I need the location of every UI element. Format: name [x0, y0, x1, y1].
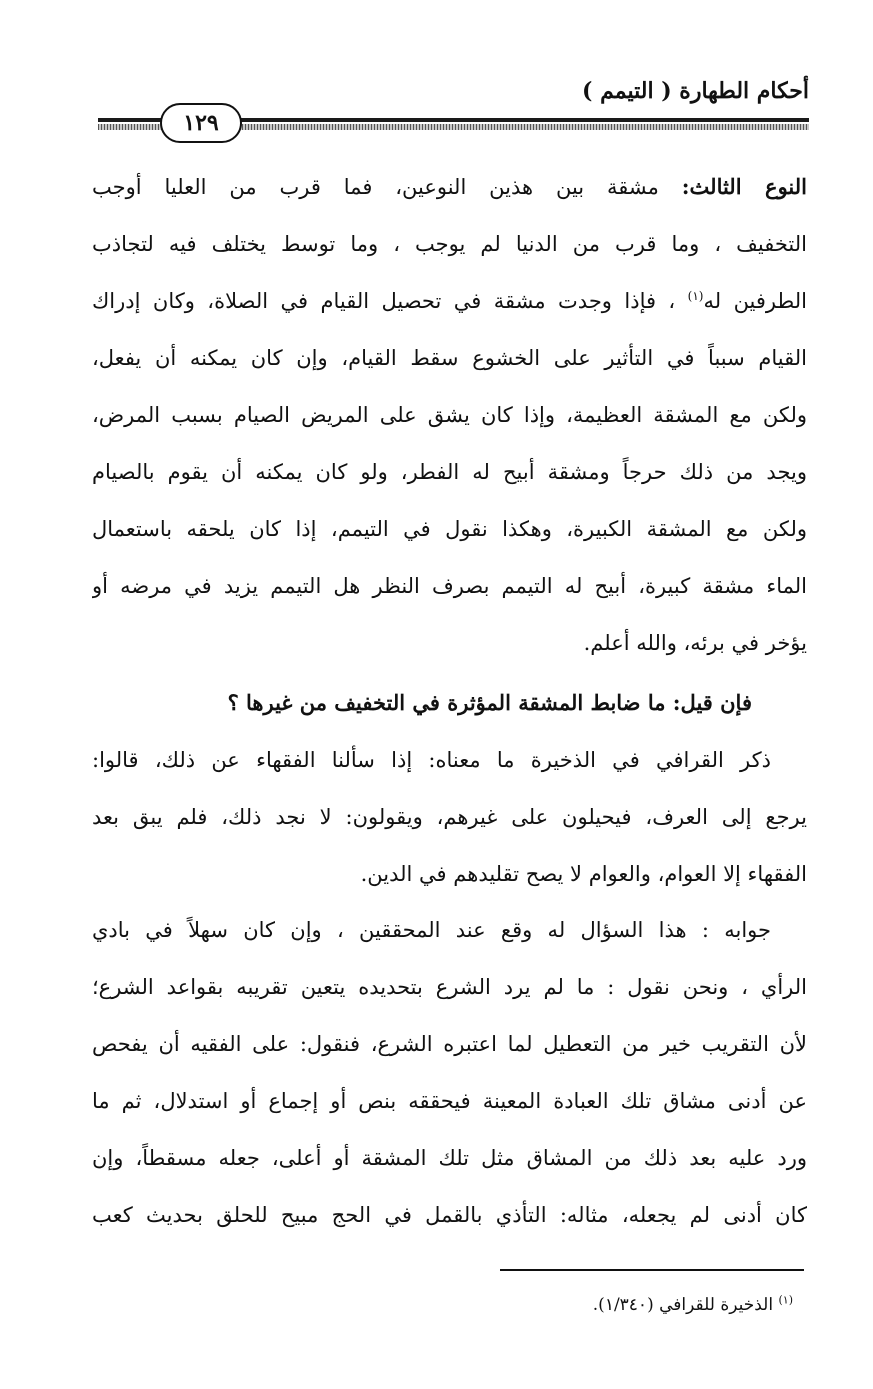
paragraph-line — [92, 859, 807, 889]
paragraph-line-text: الطرفين له — [703, 289, 807, 313]
footnote-text: الذخيرة للقرافي (١/٣٤٠). — [592, 1295, 774, 1315]
paragraph-line-text: لأن التقريب خير من التعطيل لما اعتبره الشرع، فنقول: على الفقيه أن يفحص — [92, 1032, 807, 1056]
paragraph-line-text: عن أدنى مشاق تلك العبادة المعينة فيحققه بنص أو إجماع أو استدلال، ثم ما — [92, 1089, 807, 1113]
paragraph-line-text: ولكن مع المشقة العظيمة، وإذا كان يشق على المريض الصيام بسبب المرض، — [92, 403, 807, 427]
paragraph-line — [92, 571, 807, 601]
paragraph-line — [92, 972, 807, 1002]
footnote-reference[interactable]: (١) — [687, 289, 704, 303]
paragraph-line — [92, 628, 807, 658]
paragraph-line-text: التخفيف ، وما قرب من الدنيا لم يوجب ، وما توسط يختلف فيه لتجاذب — [92, 232, 807, 256]
paragraph-line — [92, 400, 807, 430]
paragraph-line — [92, 457, 807, 487]
paragraph-lead: النوع الثالث: — [681, 174, 807, 199]
paragraph-line-text: يرجع إلى العرف، فيحيلون على غيرهم، ويقولون: لا نجد ذلك، فلم يبق بعد — [92, 805, 807, 829]
footnote-rule — [500, 1269, 804, 1271]
paragraph-line-text: كان أدنى لم يجعله، مثاله: التأذي بالقمل في الحج مبيح للحلق بحديث كعب — [92, 1203, 807, 1227]
paragraph-line — [92, 1200, 807, 1230]
paragraph-1 — [92, 172, 807, 672]
paragraph-line-text: ولكن مع المشقة الكبيرة، وهكذا نقول في التيمم، إذا كان يلحقه باستعمال — [92, 517, 807, 541]
paragraph-line — [92, 1029, 807, 1059]
paragraph-line — [92, 286, 807, 316]
paragraph-line-text: القيام سبباً في التأثير على الخشوع سقط القيام، وإن كان يمكنه أن يفعل، — [92, 346, 807, 370]
page-number: ١٢٩ — [160, 103, 242, 143]
paragraph-line-text: ذكر القرافي في الذخيرة ما معناه: إذا سألنا الفقهاء عن ذلك، قالوا: — [92, 748, 771, 772]
paragraph-line — [92, 802, 807, 832]
paragraph-line — [92, 172, 807, 202]
running-title: أحكام الطهارة ( التيمم ) — [582, 78, 809, 104]
footnote-marker: (١) — [778, 1293, 793, 1307]
paragraph-line-text: مشقة بين هذين النوعين، فما قرب من العليا أوجب — [92, 175, 659, 199]
paragraph-line-text: يؤخر في برئه، والله أعلم. — [583, 631, 807, 655]
paragraph-line — [92, 1143, 807, 1173]
paragraph-line — [92, 514, 807, 544]
paragraph-line-text: الرأي ، ونحن نقول : ما لم يرد الشرع بتحديده يتعين تقريبه بقواعد الشرع؛ — [92, 975, 807, 999]
paragraph-2 — [92, 745, 807, 895]
paragraph-line-text: جوابه : هذا السؤال له وقع عند المحققين ، وإن كان سهلاً في بادي — [92, 918, 771, 942]
paragraph-line-text: الفقهاء إلا العوام، والعوام لا يصح تقليدهم في الدين. — [360, 862, 807, 886]
paragraph-line — [92, 745, 807, 775]
paragraph-line — [92, 1086, 807, 1116]
paragraph-line-text: ويجد من ذلك حرجاً ومشقة أبيح له الفطر، ولو كان يمكنه أن يقوم بالصيام — [92, 460, 807, 484]
paragraph-line-text: ورد عليه بعد ذلك من المشاق مثل تلك المشقة أو أعلى، جعله مسقطاً، وإن — [92, 1146, 807, 1170]
footnote — [593, 1292, 793, 1318]
paragraph-line — [92, 229, 807, 259]
paragraph-line — [92, 915, 807, 945]
paragraph-line — [92, 343, 807, 373]
paragraph-line-text: ، فإذا وجدت مشقة في تحصيل القيام في الصلاة، وكان إدراك — [92, 289, 676, 313]
paragraph-3 — [92, 915, 807, 1245]
paragraph-line-text: الماء مشقة كبيرة، أبيح له التيمم بصرف النظر هل التيمم يزيد في مرضه أو — [92, 574, 807, 598]
question-heading: فإن قيل: ما ضابط المشقة المؤثرة في التخفيف من غيرها ؟ — [227, 690, 752, 715]
